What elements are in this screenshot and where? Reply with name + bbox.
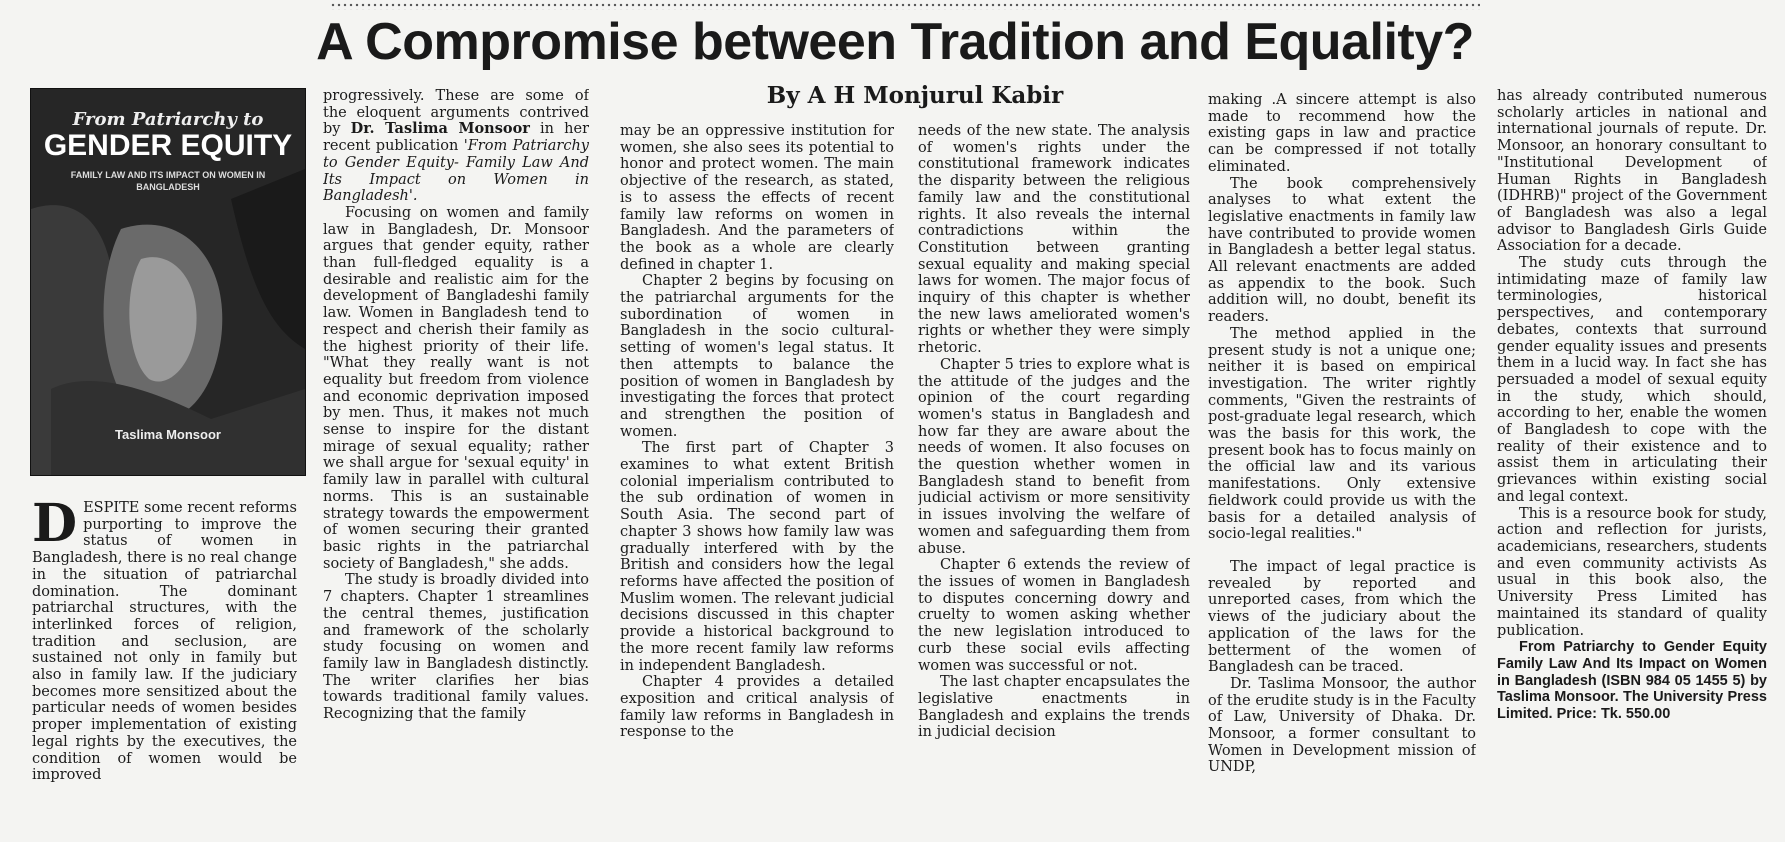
col5-para-5: Dr. Taslima Monsoor, the author of the erudite study is in the Faculty of Law, University of Dhaka. Dr. Monsoor, a former consultant to Women in Development mission of UNDP, (1208, 675, 1476, 776)
col6-para-3: This is a resource book for study, action and reflection for jurists, academicians, researchers, students and even community activists As usual in this book also, the University Press Limited has maintained its standard of quality publication. (1497, 505, 1767, 639)
col5-para-4: The impact of legal practice is revealed by reported and unreported cases, from which the views of the judiciary about the application of the laws for the betterment of the women of Bangladesh can be traced. (1208, 558, 1476, 676)
col6-para-2: The study cuts through the intimidating maze of family law terminologies, historical perspectives, and contemporary debates, contexts that surround gender equality issues and presents them in a lucid way. In fact she has persuaded a model of sexual equity in the study, which should, according to her, enable the women of Bangladesh to cope with the reality of their existence and to assist them in articulating their grievances within existing social and legal context. (1497, 255, 1767, 505)
column-1 (32, 500, 297, 836)
col2-para-3: The study is broadly divided into 7 chapters. Chapter 1 streamlines the central themes, justification and framework of the scholarly study focusing on women and family law in Bangladesh distinctly. The writer clarifies her bias towards traditional family values. Recognizing that the family (323, 572, 589, 723)
col2-para-2: Focusing on women and family law in Bangladesh, Dr. Monsoor argues that gender equity, rather than full-fledged equality is a desirable and realistic aim for the development of Bangladeshi family law. Women in Bangladesh tend to respect and cherish their family as the highest priority of their life. "What they really want is not equality but freedom from violence and economic deprivation imposed by men. Thus, it makes not much sense to inspire for the distant mirage of sexual equality; rather we shall argue for 'sexual equity' in family law in parallel with cultural norms. This is an sustainable strategy towards the empowerment of women securing their granted basic rights in the patriarchal society of Bangladesh," she adds. (323, 204, 589, 572)
column-3 (620, 123, 894, 836)
col3-para-3: The first part of Chapter 3 examines to what extent British colonial imperialism contributed to the sub ordination of women in South Asia. The second part of chapter 3 shows how family law was gradually interfered with by the British and considers how the legal reforms have affected the position of Muslim women. The relevant judicial decisions discussed in this chapter provide a historical background to the more recent family law reforms in independent Bangladesh. (620, 440, 894, 674)
column-6 (1497, 88, 1767, 836)
col4-para-4: The last chapter encapsulates the legislative enactments in Bangladesh and explains the trends in judicial decision (918, 674, 1190, 741)
book-cover-image (30, 88, 306, 476)
col2-para-1-text-c: in her recent publication (323, 121, 589, 155)
cover-author: Taslima Monsoor (115, 427, 221, 442)
col5-para-2: The book comprehensively analyses to what extent the legislative enactments in family law have contributed to provide women in Bangladesh a better legal status. All relevant enactments are added as appendix to the book. Such addition will, no doubt, benefit its readers. (1208, 175, 1476, 326)
cover-title-line2: GENDER EQUITY (43, 129, 293, 162)
book-title-italic: 'From Patriarchy to Gender Equity- Family Law And Its Impact on Women in Bangladesh'. (323, 138, 589, 205)
cover-title-line1: From Patriarchy to (72, 109, 264, 130)
column-4 (918, 123, 1190, 836)
col5-para-3: The method applied in the present study is not a unique one; neither it is based on empirical investigation. The writer rightly comments, "Given the restraints of post-graduate legal research, which was the basis for this work, the present book has to focus mainly on the official law and its various manifestations. Only extensive fieldwork could provide us with the basis for a detailed analysis of socio-legal realities." (1208, 325, 1476, 543)
col1-para-1 (32, 500, 297, 784)
column-2 (323, 88, 589, 836)
col1-para-1-text: ESPITE some recent reforms purporting to improve the status of women in Bangladesh, there is no real change in the situation of patriarchal domination. The dominant patriarchal structures, with the interlinked forces of religion, tradition and seclusion, are sustained not only in family but also in family law. If the judiciary becomes more sensitized about the particular needs of women besides proper implementation of existing legal rights by the executives, the condition of women would be improved (32, 500, 297, 784)
col4-para-3: Chapter 6 extends the review of the issues of women in Bangladesh to disputes concerning dowry and cruelty to women asking whether the new legislation introduced to curb these social evils affecting women was successful or not. (918, 557, 1190, 674)
col4-para-2: Chapter 5 tries to explore what is the attitude of the judges and the opinion of the court regarding women's status in Bangladesh and how far they are aware about the needs of women. It also focuses on the question whether women in Bangladesh stand to benefit from judicial activism or more sensitivity in issues involving the welfare of women and safeguarding them from abuse. (918, 356, 1190, 557)
byline: By A H Monjurul Kabir (766, 82, 1064, 109)
drop-cap: D (32, 500, 78, 554)
col3-para-1: may be an oppressive institution for women, she also sees its potential to honor and protect women. The main objective of the research, as stated, is to assess the effects of recent family law reforms on women in Bangladesh. And the parameters of the book as a whole are clearly defined in chapter 1. (620, 123, 894, 273)
col2-para-1-text-a: progressively. These are some of the eloquent arguments contrived by (323, 88, 589, 138)
book-credits: From Patriarchy to Gender Equity Family Law And Its Impact on Women in Bangladesh (ISBN 984 05 1455 5) by Taslima Monsoor. The University Press Limited. Price: Tk. 550.00 (1497, 639, 1767, 723)
col3-para-2: Chapter 2 begins by focusing on the patriarchal arguments for the subordination of women in Bangladesh in the socio cultural-setting of women's legal status. It then attempts to balance the position of women in Bangladesh by investigating the forces that protect and strengthen the position of women. (620, 273, 894, 440)
col6-para-1: has already contributed numerous scholarly articles in national and international journals of repute. Dr. Monsoor, an honorary consultant to "Institutional Development of Human Rights in Bangladesh (IDHRB)" project of the Government of Bangladesh was also a legal advisor to Bangladesh Girls Guide Association for a decade. (1497, 88, 1767, 255)
col3-para-4: Chapter 4 provides a detailed exposition and critical analysis of family law reforms in Bangladesh in response to the (620, 674, 894, 741)
cover-subtitle: FAMILY LAW AND ITS IMPACT ON WOMEN IN BANGLADESH (70, 170, 266, 192)
top-dotted-rule (330, 2, 1480, 10)
author-name-bold: Dr. Taslima Monsoor (350, 120, 530, 138)
headline: A Compromise between Tradition and Equality? (316, 13, 1474, 71)
column-5 (1208, 92, 1476, 836)
col2-para-1 (323, 88, 589, 205)
col4-para-1: needs of the new state. The analysis of women's rights under the constitutional framework indicates the disparity between the religious family law and the constitutional rights. It also reveals the internal contradictions within the Constitution between granting sexual equality and making special laws for women. The major focus of inquiry of this chapter is whether the new laws ameliorated women's rights or whether they were simply rhetoric. (918, 123, 1190, 357)
col5-para-1: making .A sincere attempt is also made to recommend how the existing gaps in law and practice can be compressed if not totally eliminated. (1208, 92, 1476, 175)
